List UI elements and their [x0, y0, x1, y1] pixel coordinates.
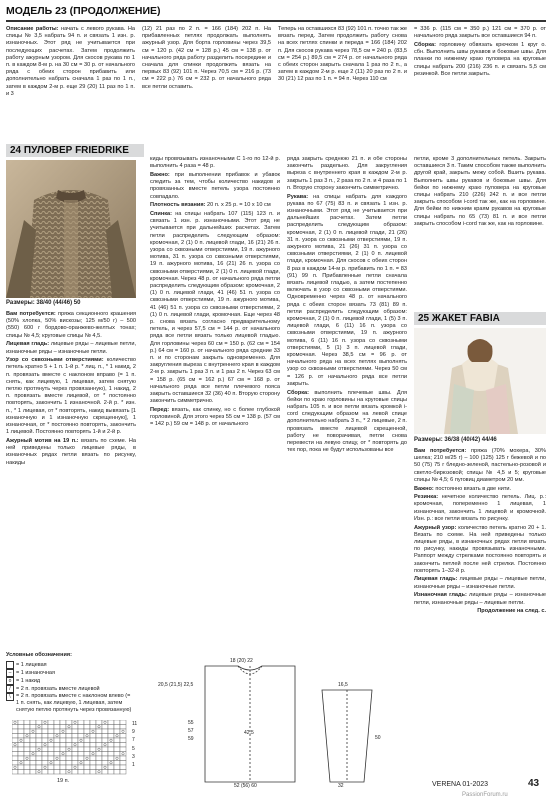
chart-cell [42, 765, 48, 770]
chart-cell [84, 756, 90, 761]
chart-cell [36, 747, 42, 752]
purl-symbol-icon: – [6, 669, 14, 677]
chart-cell [36, 725, 42, 730]
chart-cell [30, 770, 36, 775]
s25-sizes: Размеры: 36/38 (40/42) 44/46 [414, 437, 497, 443]
chart-cell [12, 761, 18, 766]
chart-cell [84, 734, 90, 739]
lace-motif-chart [12, 720, 142, 783]
chart-cell [114, 752, 120, 757]
chart-cell [108, 720, 114, 725]
chart-cell [108, 770, 114, 775]
chart-cell [54, 770, 60, 775]
chart-cell [72, 738, 78, 743]
k2tog-symbol-icon: / [6, 685, 14, 693]
chart-cell [48, 729, 54, 734]
s23-col3: Теперь на оставшихся 83 (92) 101 п. точно так же вязать перед. Затем продолжить работу снова на всех петлях спинки и переда = 166 (184) 202 п. Для скосов рукава через 78,5 см = 240 р. (83,5 см = 254 р.) 89,5 см = 274 р. от начального ряда с обеих сторон закрыть сначала 1 раз по 2 п., а затем в каждом 2-м р. еще 2 (11) 20 раз по 2 п. и 30 (21) 12 раз по 1 п. = 94 п. Через 110 см [278, 26, 407, 83]
s24-col2: киды провязывать изнаночными С 1-го по 12-й р. выполнить 4 раза = 48 р. Важно: при выполнении прибавок и убавок следить за тем, чтобы количество накидов и провязанных вместе петель узора постоянно совпадало. Плотность вязания: 20 п. х 25 р. = 10 х 10 см Спинка: на спицы набрать 107 (115) 123 п. и связать 1 изн. р. изнаночными. Этот ряд не учитывается при дальнейших расчетах. Затем петли распределить следующим образом: кромочная, 2 (1) 0 п. лицевой глади, 16 (21) 26 п. узора со сквозными отверстиями, 19 п. ажурного мотива, 31 п. узора со сквозными отверстиями, 19 п. ажурного мотива, 16 (21) 26 п. узора со сквозными отверстиями, 2 (1) 0 п. лицевой глади, кромочная. Через 48 р. от начального ряда петли распределить следующим образом: кромочная, 2 (1) 0 п. лицевой глади, 41 (46) 51 п. узора со сквозными отверстиями, 19 п. ажурного мотива, 41 (46) 51 п. узора со сквозными отверстиями, 2 (1) 0 п. лицевой глади, кромочная. Еще через 48 р. снова вязать согласно предварительному петель, и через 57,5 см = 144 р. от начального ряда все петли вязать только лицевой гладью. Для горловины через 60 см = 150 р. (62 см = 154 р.) 64 см = 160 р. от начального ряда средние 33 п. и по сторонам закрыть одновременно. Для закругления выреза с внутреннего края в каждом 2-м р. закрыть 1 раз 3 п. и 1 раз 2 п. Через 63 см = 158 р. (65 см = 162 р.) 67 см = 168 р. от начального ряда все петли плечевого пояса закрыть оставшиеся 32 (36) 40 п. Вторую сторону закончить симметрично. Перед: вязать, как спинку, но с более глубокой горловиной. Для этого через 55 см = 138 р. (57 см = 142 р.) 59 см = 148 р. от начального [150, 156, 280, 428]
s24-col3: ряда закрыть среднюю 21 п. и обе стороны закончить раздельно. Для закругления выреза с внутреннего края в каждом 2-м р. закрыть 1 раз 3 п., 2 раза по 2 п. и 4 раза по 1 п. Вторую сторону закончить симметрично. Рукава: на спицы набрать для каждого рукава по 67 (75) 83 п. и связать 1 изн. р. изнаночными. Этот ряд не учитывается при дальнейших расчетах. Затем петли распределить следующим образом: кромочная, 2 (1) 0 п. лицевой глади, 21 (26) 31 п. узора со сквозными отверстиями, 19 п. ажурного мотива, 21 (26) 31 п. узора со сквозными отверстиями, 2 (1) 0 п. лицевой глади, кромочная. Для скосов с обеих сторон 8 раз в каждом 14-м р. прибавить по 1 п. = 83 (91) 99 п. Прибавленные петли сначала вязать лицевой гладью, а затем постепенно включать в узор со сквозными отверстиями. Одновременно через 48 р. от начального ряда с обеих сторон вязать 73 (81) 89 п. петли распределить следующим образом: кромочная, 2 (1) 0 п. лицевой глади, 1 (5) 3 п. лицевой глади, 6 (11) 16 п. узора со сквозными отверстиями, 19 п. ажурного мотива, 6 (11) 16 п. узора со сквозными отверстиями, 5 (1) 3 п. лицевой глади, кромочная. Через 38,5 см = 96 р. от начального ряда на всех петлях выполнять узор со сквозными отверстиями. Через 50 см = 126 р. от начального ряда все петли закрыть. Сборка: выполнить плечевые швы. Для бейки по краю горловины на круговые спицы набрать 105 п. и все петли вязать кромкой i-cord следующим образом на левой спице дополнительно набрать 3 п., * 2 лицевые, 2 п. провязать вместе лицевой скрещенной, работу не поворачивая, петли снова перевести на левую спицу, от * повторять до тех пор, пока не будут использованы все [287, 156, 407, 454]
legend-row: – = 1 изнаночная [6, 669, 146, 677]
chart-cell [18, 756, 24, 761]
chart-cell [36, 738, 42, 743]
s23-col1: Описание работы: начать с левого рукава. На спицы № 3,5 набрать 94 п. и связать 1 изн. р. изнаночных. Этот ряд не учитывается при последующих расчетах. Затем продолжить работу ажурным узором. Для скосов рукава по 1 п. в каждом 8-м р. на 30 см = 30 р. от начального ряда с обеих сторон прибавить или дополнительно набрать сначала 1 раз по 1 п., затем в каждом 2-м р. еще 29 (20) 11 раз по 1 п. и 3 [6, 26, 135, 97]
chart-cell [84, 743, 90, 748]
chart-cell [36, 765, 42, 770]
chart-cell [72, 747, 78, 752]
chart-cell [42, 743, 48, 748]
chart-cell [54, 734, 60, 739]
chart-cell [54, 756, 60, 761]
chart-cell [90, 720, 96, 725]
chart-cell [96, 756, 102, 761]
chart-cell [48, 765, 54, 770]
chart-cell [90, 738, 96, 743]
chart-cell [24, 770, 30, 775]
chart-cell [54, 752, 60, 757]
chart-cell [60, 720, 66, 725]
chart-cell [42, 756, 48, 761]
chart-cell [114, 761, 120, 766]
chart-cell [90, 756, 96, 761]
yarn-over-symbol-icon: о [6, 677, 14, 685]
chart-row-label: 1 [132, 762, 135, 769]
chart-cell [18, 761, 24, 766]
chart-cell [54, 761, 60, 766]
chart-cell [96, 743, 102, 748]
chart-cell [114, 756, 120, 761]
pattern-schematic [150, 660, 420, 790]
s24-col1: Вам потребуется: пряжа секционного крашения (50% хлопка, 50% вискозы; 125 м/50 г) – 500 (550) 600 г бордово-оранжево-желтых тонах; спицы № 4,5; круговые спицы № 4,5. Лицевая гладь: лицевые ряды – лицевые петли, изнаночные ряды – изнаночные петли. Узор со сквозными отверстиями: количество петель кратно 5 + 1 п. 1-й р. * лиц. п., * 1 накид, 2 п. провязать вместе с наклоном вправо (= 1 п. снять, как лицевую, 1 лицевая, затем снятую петлю протянуть через провязанную), 1 накид, 2 п. провязать вместе лицевой, от * постоянно повторять, закончить 1 изнаночной. 2-й р. * изн. п., * 1 лицевая, от * повторять, накид вывязать [1 изнаночную и 1 изнаночную скрещенную], 1 изнаночная, от * постоянно повторять, закончить 1 лицевой. Постоянно повторять 1-й и 2-й р. Ажурный мотив на 19 п.: вязать по схеме. На ней приведены только лицевые ряды, в изнаночных рядах петли вязать по рисунку, накиды [6, 311, 136, 466]
chart-cell [18, 770, 24, 775]
dim-left-b: 57 [188, 728, 194, 734]
chart-cell [96, 720, 102, 725]
chart-cell [108, 743, 114, 748]
chart-cell [96, 725, 102, 730]
chart-cell [48, 738, 54, 743]
chart-cell [72, 729, 78, 734]
knit-symbol-icon [6, 661, 14, 669]
chart-cell [66, 734, 72, 739]
chart-cell [96, 734, 102, 739]
chart-cell [120, 770, 126, 775]
chart-cell [66, 756, 72, 761]
chart-cell [18, 765, 24, 770]
chart-cell [102, 720, 108, 725]
chart-cell [78, 756, 84, 761]
chart-cell [54, 743, 60, 748]
chart-cell [60, 729, 66, 734]
chart-cell [42, 761, 48, 766]
chart-cell [42, 720, 48, 725]
chart-cell [90, 770, 96, 775]
chart-cell [36, 720, 42, 725]
chart-cell [102, 743, 108, 748]
chart-repeat-label: 19 п. [57, 778, 70, 784]
chart-cell [54, 729, 60, 734]
chart-cell [90, 734, 96, 739]
chart-cell [60, 761, 66, 766]
chart-cell [12, 770, 18, 775]
watermark: PassionForum.ru [462, 792, 508, 798]
chart-cell [108, 734, 114, 739]
chart-cell [120, 743, 126, 748]
chart-cell [108, 729, 114, 734]
chart-row-label: 7 [132, 737, 135, 744]
chart-cell [102, 734, 108, 739]
chart-cell [48, 770, 54, 775]
chart-cell [78, 752, 84, 757]
chart-cell [90, 761, 96, 766]
chart-cell [66, 765, 72, 770]
chart-cell [18, 752, 24, 757]
chart-cell [12, 765, 18, 770]
chart-cell [108, 725, 114, 730]
chart-cell [78, 765, 84, 770]
chart-cell [30, 738, 36, 743]
s23-col2: (12) 21 раз по 2 п. = 166 (184) 202 п. На прибавленных петлях продолжать выполнять ажурный узор. Для борта горловины через 39,5 см = 120 р. (42 см = 128 р.) 45 см = 138 р. от начального ряда работу разделить посередине и сначала для спинки продолжить вязать на первых 83 (92) 101 п. Через 70,5 см = 216 р. (73 см = 222 р.) 76 см = 232 р. от начального ряда все петли оставить. [142, 26, 271, 90]
symbol-legend: Условные обозначения: = 1 лицевая – = 1 изнаночная о = 1 накид / = 2 п. провязать вместе лицевой \ = 2 п. провязать вместе с наклоном влево (= 1 п. снять, как лицевую, 1 лицевая, затем снятую петлю протянуть через провязанную) [6, 652, 146, 714]
chart-cell [120, 765, 126, 770]
chart-cell [42, 734, 48, 739]
chart-cell [78, 734, 84, 739]
chart-cell [96, 770, 102, 775]
chart-cell [48, 734, 54, 739]
chart-cell [120, 738, 126, 743]
legend-row: = 1 лицевая [6, 661, 146, 669]
chart-cell [102, 756, 108, 761]
chart-cell [66, 738, 72, 743]
chart-cell [66, 729, 72, 734]
chart-cell [72, 734, 78, 739]
chart-cell [42, 725, 48, 730]
chart-cell [18, 720, 24, 725]
chart-cell [54, 725, 60, 730]
chart-cell [54, 738, 60, 743]
chart-cell [96, 752, 102, 757]
chart-cell [66, 752, 72, 757]
chart-cell [78, 725, 84, 730]
s25-col: Вам потребуется: пряжа (70% мохера, 30% шелка; 210 м/25 г) – 100 (125) 125 г бежевой и по 50 (75) 75 г бледно-зеленой, пастельно-розовой и светло-бирюзовой; спицы № 4,5 и 5; круговые спицы № 4,5; 6 пуговиц диаметром 20 мм. Важно: постоянно вязать в две нити. Резинка: нечетное количество петель. Лиц. р.: кромочная, попеременно 1 лицевая, 1 изнаночная, закончить 1 лицевой и кромочной. Изн. р.: все петли вязать по рисунку. Ажурный узор: количество петель кратно 20 + 1. Вязать по схеме. На ней приведены только лицевые ряды, в изнаночных рядах петли вязать по рисунку, накиды провязывать изнаночными. Раппорт между стрелками постоянно повторять и закончить петлей после ней стрелки. Постоянно повторять 1–32-й р. Лицевая гладь: лицевые ряды – лицевые петли, изнаночные ряды – изнаночные петли. Изнаночная гладь: лицевые ряды – изнаночные петли, изнаночные ряды – лицевые петли. Продолжение на след. с. [414, 448, 546, 615]
chart-cell [24, 734, 30, 739]
chart-cell [108, 752, 114, 757]
dim-sleeve-side: 50 [375, 735, 381, 741]
dim-waist: 42,5 [244, 730, 254, 736]
chart-cell [102, 725, 108, 730]
chart-cell [30, 734, 36, 739]
chart-cell [48, 725, 54, 730]
chart-cell [48, 743, 54, 748]
chart-cell [66, 761, 72, 766]
s24-sizes: Размеры: 38/40 (44/46) 50 [6, 300, 81, 306]
chart-cell [30, 765, 36, 770]
chart-cell [36, 743, 42, 748]
chart-row-label: 5 [132, 745, 135, 752]
chart-cell [36, 752, 42, 757]
chart-cell [12, 734, 18, 739]
chart-cell [60, 752, 66, 757]
chart-cell [54, 720, 60, 725]
chart-cell [84, 761, 90, 766]
s24-title: 24 ПУЛОВЕР FRIEDRIKE [6, 144, 144, 157]
chart-cell [42, 738, 48, 743]
chart-cell [84, 738, 90, 743]
chart-cell [48, 747, 54, 752]
jacket-photo [414, 328, 546, 434]
chart-cell [108, 761, 114, 766]
chart-cell [60, 743, 66, 748]
chart-cell [84, 770, 90, 775]
chart-cell [66, 743, 72, 748]
chart-cell [24, 747, 30, 752]
chart-cell [78, 743, 84, 748]
chart-cell [24, 729, 30, 734]
legend-row: \ = 2 п. провязать вместе с наклоном влево (= 1 п. снять, как лицевую, 1 лицевая, затем снятую петлю протянуть через провязанную) [6, 693, 146, 714]
dim-top: 18 (20) 22 [230, 658, 253, 664]
chart-cell [48, 756, 54, 761]
chart-cell [78, 729, 84, 734]
chart-cell [12, 743, 18, 748]
chart-cell [66, 747, 72, 752]
chart-cell [120, 729, 126, 734]
chart-cell [24, 720, 30, 725]
chart-cell [84, 725, 90, 730]
chart-cell [12, 756, 18, 761]
chart-cell [114, 734, 120, 739]
chart-cell [36, 729, 42, 734]
dim-bottom: 52 (56) 60 [234, 783, 257, 789]
chart-cell [114, 770, 120, 775]
chart-cell [84, 765, 90, 770]
chart-cell [12, 747, 18, 752]
chart-cell [120, 756, 126, 761]
page-title: МОДЕЛЬ 23 (ПРОДОЛЖЕНИЕ) [6, 5, 161, 17]
chart-cell [54, 765, 60, 770]
chart-cell [114, 738, 120, 743]
chart-cell [108, 756, 114, 761]
chart-cell [60, 738, 66, 743]
chart-cell [30, 725, 36, 730]
chart-cell [66, 725, 72, 730]
footer-brand: VERENA 01-2023 [432, 781, 489, 788]
chart-cell [72, 725, 78, 730]
chart-cell [36, 756, 42, 761]
chart-cell [96, 765, 102, 770]
dim-left-c: 59 [188, 736, 194, 742]
chart-cell [90, 747, 96, 752]
chart-cell [30, 729, 36, 734]
chart-cell [78, 720, 84, 725]
chart-cell [90, 743, 96, 748]
chart-cell [96, 729, 102, 734]
chart-cell [60, 725, 66, 730]
chart-cell [42, 747, 48, 752]
chart-cell [30, 761, 36, 766]
chart-cell [102, 770, 108, 775]
chart-cell [72, 770, 78, 775]
chart-cell [60, 770, 66, 775]
chart-cell [36, 761, 42, 766]
chart-cell [48, 720, 54, 725]
chart-cell [72, 720, 78, 725]
chart-cell [66, 720, 72, 725]
chart-cell [24, 725, 30, 730]
chart-cell [18, 747, 24, 752]
chart-cell [78, 770, 84, 775]
s25-title: 25 ЖАКЕТ FABIA [414, 312, 546, 325]
chart-cell [90, 729, 96, 734]
chart-cell [24, 752, 30, 757]
chart-cell [72, 743, 78, 748]
s23-col4: = 336 р. (115 см = 350 р.) 121 см = 370 р. от начального ряда закрыть все оставшиеся 94 п. Сборка: горловину обвязать крючком 1 круг о. сбн. Выполнить швы рукавов и боковые швы. Для планки по нижнему краю пуловера на круговые спицы набрать 200 (216) 236 п. и связать 5,5 см резинкой. Все петли закрыть. [414, 26, 546, 77]
chart-cell [114, 729, 120, 734]
chart-cell [84, 720, 90, 725]
chart-row-label: 9 [132, 729, 135, 736]
chart-cell [60, 756, 66, 761]
chart-cell [78, 761, 84, 766]
chart-cell [18, 738, 24, 743]
chart-cell [72, 765, 78, 770]
chart-cell [102, 765, 108, 770]
chart-cell [120, 752, 126, 757]
legend-row: / = 2 п. провязать вместе лицевой [6, 685, 146, 693]
chart-cell [96, 738, 102, 743]
chart-cell [108, 765, 114, 770]
chart-cell [30, 747, 36, 752]
chart-cell [18, 743, 24, 748]
chart-cell [108, 738, 114, 743]
chart-cell [30, 752, 36, 757]
chart-cell [120, 725, 126, 730]
chart-cell [72, 756, 78, 761]
chart-cell [36, 734, 42, 739]
chart-cell [114, 747, 120, 752]
chart-cell [12, 725, 18, 730]
chart-cell [102, 729, 108, 734]
chart-cell [120, 734, 126, 739]
chart-cell [42, 752, 48, 757]
dim-sleeve-bottom: 32 [338, 783, 344, 789]
chart-cell [96, 761, 102, 766]
chart-cell [60, 747, 66, 752]
chart-cell [24, 761, 30, 766]
chart-cell [114, 743, 120, 748]
pullover-photo [6, 160, 136, 298]
chart-row-label: 11 [132, 721, 138, 727]
chart-cell [12, 738, 18, 743]
chart-cell [78, 738, 84, 743]
chart-cell [24, 743, 30, 748]
chart-cell [42, 770, 48, 775]
chart-cell [120, 761, 126, 766]
chart-cell [24, 738, 30, 743]
chart-cell [84, 752, 90, 757]
chart-cell [102, 738, 108, 743]
chart-cell [90, 752, 96, 757]
chart-cell [114, 725, 120, 730]
chart-cell [84, 747, 90, 752]
chart-cell [120, 747, 126, 752]
chart-cell [84, 729, 90, 734]
chart-cell [96, 747, 102, 752]
chart-cell [54, 747, 60, 752]
s24-col4: петли, кроме 3 дополнительных петель. Закрыть оставшиеся 3 п. Таким способом также выполнить другой край, закрыть межу собой. Вшить рукава. Выполнить швы рукавов и боковые швы. Для бейки по нижнему краю пуловера на круговые спицы набрать 210 (226) 242 п. и все петли закрыть способом i-cord так же, как на горловине. Для бейки по нижним краям рукавов на круговые спицы набрать по 65 (73) 81 п. и все петли закрыть способом i-cord так же, как на горловине. [414, 156, 546, 227]
chart-cell [114, 765, 120, 770]
chart-cell [42, 729, 48, 734]
chart-cell [102, 761, 108, 766]
chart-cell [18, 729, 24, 734]
chart-cell [18, 734, 24, 739]
chart-cell [12, 752, 18, 757]
chart-cell [66, 770, 72, 775]
chart-cell [18, 725, 24, 730]
dim-sleeve-top: 16,5 [338, 682, 348, 688]
page-number: 43 [528, 778, 540, 789]
ssk-symbol-icon: \ [6, 693, 14, 701]
chart-cell [60, 734, 66, 739]
chart-cell [72, 752, 78, 757]
chart-cell [114, 720, 120, 725]
chart-cell [108, 747, 114, 752]
header-rule [6, 20, 546, 22]
chart-cell [48, 761, 54, 766]
chart-cell [102, 752, 108, 757]
chart-cell [48, 752, 54, 757]
chart-cell [24, 756, 30, 761]
chart-cell [72, 761, 78, 766]
chart-cell [90, 725, 96, 730]
chart-row-label: 3 [132, 753, 135, 760]
chart-cell [36, 770, 42, 775]
chart-cell [12, 729, 18, 734]
chart-cell [24, 765, 30, 770]
chart-cell [78, 747, 84, 752]
chart-cell [12, 720, 18, 725]
chart-cell [90, 765, 96, 770]
dim-left-a: 55 [188, 720, 194, 726]
legend-row: о = 1 накид [6, 677, 146, 685]
chart-cell [102, 747, 108, 752]
dim-left-upper: 20,5 (21,5) 22,5 [158, 682, 194, 688]
chart-cell [30, 743, 36, 748]
chart-cell [30, 756, 36, 761]
chart-cell [60, 765, 66, 770]
chart-cell [120, 720, 126, 725]
chart-cell [30, 720, 36, 725]
